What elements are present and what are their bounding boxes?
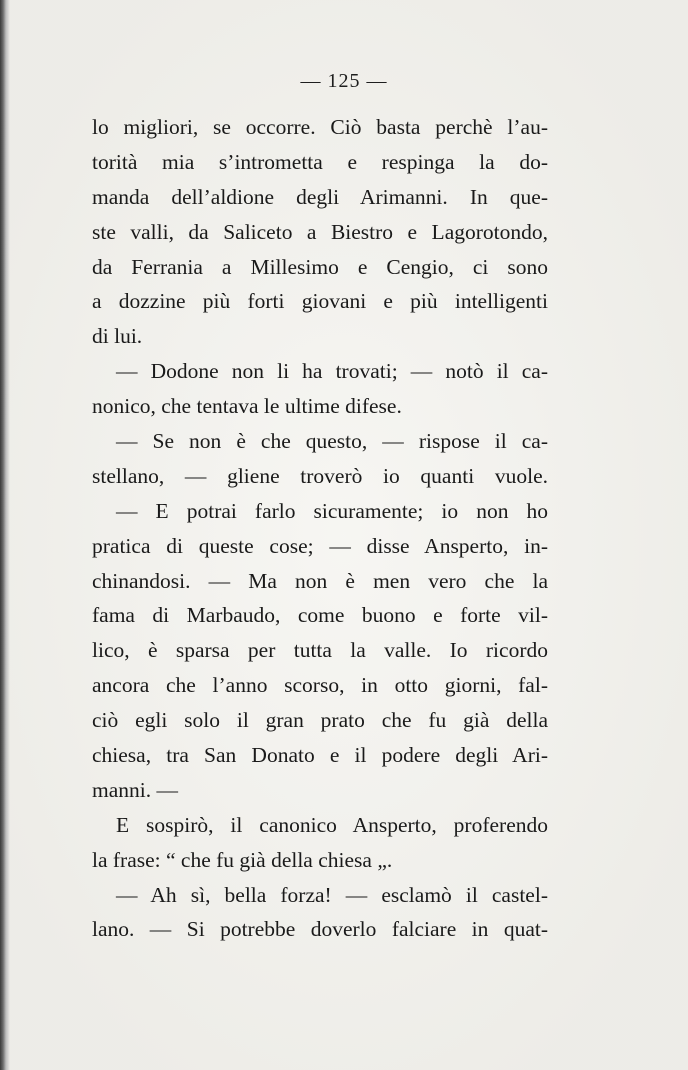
text-line: pratica di queste cose; — disse Ansperto, in- <box>92 533 548 558</box>
page-number: — 125 — <box>300 70 388 92</box>
text-line: — E potrai farlo sicuramente; io non ho <box>116 498 548 523</box>
text-line: stellano, — gliene troverò io quanti vuole. <box>92 463 548 488</box>
text-line: E sospirò, il canonico Ansperto, proferendo <box>116 812 548 837</box>
text-line: torità mia s’intrometta e respinga la do- <box>92 149 548 174</box>
page-binding-edge <box>0 0 10 1070</box>
text-line: chiesa, tra San Donato e il podere degli Ari- <box>92 743 548 768</box>
text-line: lo migliori, se occorre. Ciò basta perchè l’au- <box>92 115 548 139</box>
text-line: manni. — <box>92 777 178 802</box>
text-line: a dozzine più forti giovani e più intelligenti <box>92 289 548 314</box>
text-line: ciò egli solo il gran prato che fu già della <box>92 708 548 733</box>
text-line: ste valli, da Saliceto a Biestro e Lagorotondo, <box>92 219 548 244</box>
text-line: da Ferrania a Millesimo e Cengio, ci sono <box>92 254 548 279</box>
text-line: fama di Marbaudo, come buono e forte vil- <box>92 603 548 628</box>
text-line: — Dodone non li ha trovati; — notò il ca- <box>116 359 548 384</box>
text-line: la frase: “ che fu già della chiesa „. <box>92 847 393 872</box>
text-line: di lui. <box>92 324 143 349</box>
text-line: — Ah sì, bella forza! — esclamò il castel- <box>116 882 548 907</box>
body-text <box>92 110 548 947</box>
text-line: chinandosi. — Ma non è men vero che la <box>92 568 548 593</box>
text-line: lico, è sparsa per tutta la valle. Io ricordo <box>92 638 548 663</box>
text-line: ancora che l’anno scorso, in otto giorni, fal- <box>92 673 548 698</box>
text-line: lano. — Si potrebbe doverlo falciare in quat- <box>92 917 548 942</box>
text-line: — Se non è che questo, — rispose il ca- <box>116 429 548 454</box>
text-line: nonico, che tentava le ultime difese. <box>92 394 402 419</box>
text-line: manda dell’aldione degli Arimanni. In que- <box>92 184 548 209</box>
